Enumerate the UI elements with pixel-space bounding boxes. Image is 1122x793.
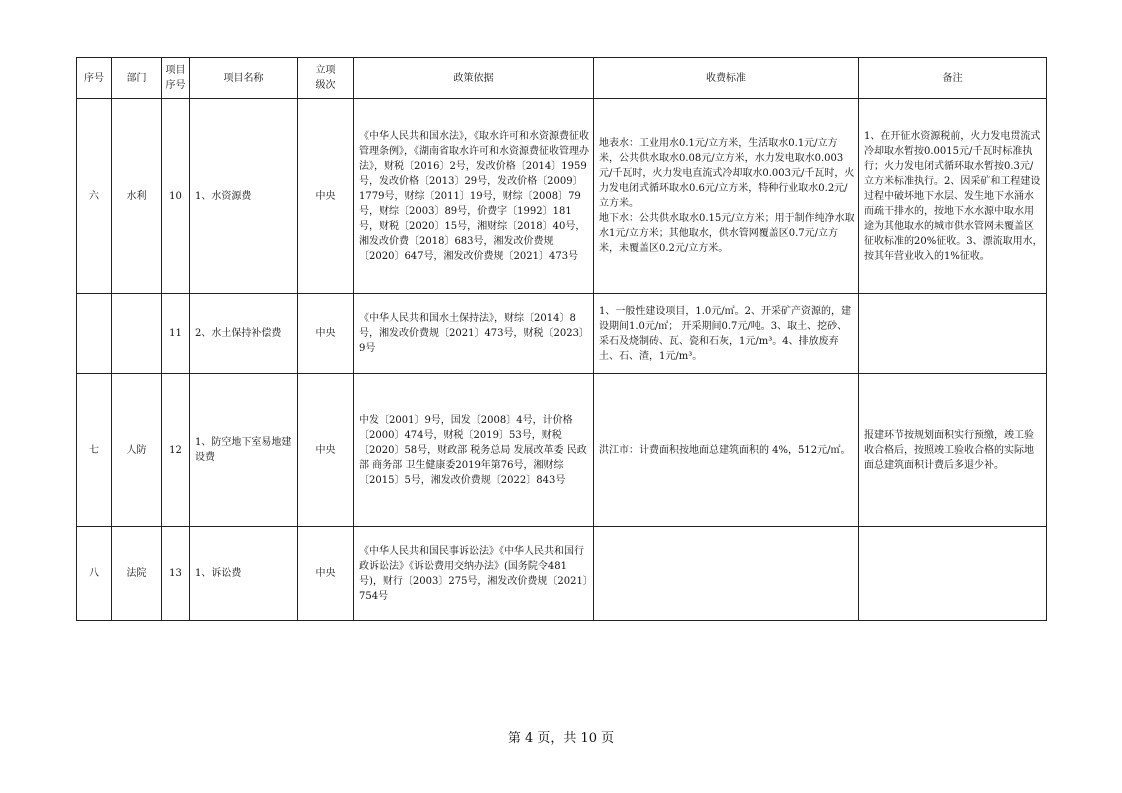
header-item-name: 项目名称 — [190, 58, 298, 99]
table-row — [77, 374, 1047, 527]
cell-note — [859, 527, 1047, 621]
cell-item-name: 1、水资源费 — [190, 99, 298, 294]
page-number: 第 4 页，共 10 页 — [507, 731, 615, 746]
cell-note: 报建环节按规划面积实行预缴，竣工验收合格后，按照竣工验收合格的实际地面总建筑面积计费后多退少补。 — [859, 374, 1047, 527]
cell-item-seq: 10 — [162, 99, 190, 294]
cell-seq — [77, 294, 112, 374]
cell-note — [859, 294, 1047, 374]
cell-standard — [594, 99, 859, 294]
cell-policy: 《中华人民共和国水土保持法》，财综〔2014〕8号，湘发改价费规〔2021〕473号，财税〔2023〕9号 — [354, 294, 594, 374]
cell-standard: 洪江市：计费面积按地面总建筑面积的 4%，512元/㎡。 — [594, 374, 859, 527]
cell-seq: 六 — [77, 99, 112, 294]
cell-level: 中央 — [298, 99, 354, 294]
cell-item-name: 1、诉讼费 — [190, 527, 298, 621]
cell-level: 中央 — [298, 294, 354, 374]
header-policy: 政策依据 — [354, 58, 594, 99]
cell-standard: 1、一般性建设项目，1.0元/㎡。2、开采矿产资源的，建设期间1.0元/㎡； 开采期间0.7元/吨。3、取土、挖砂、采石及烧制砖、瓦、瓷和石灰，1元/m³。4、排放废弃土、石、渣，1元/m³。 — [594, 294, 859, 374]
cell-policy: 《中华人民共和国民事诉讼法》《中华人民共和国行政诉讼法》《诉讼费用交纳办法》(国务院令481号)，财行〔2003〕275号，湘发改价费规〔2021〕754号 — [354, 527, 594, 621]
cell-dept: 水利 — [112, 99, 162, 294]
header-item-seq-text: 项目 序号 — [165, 65, 186, 91]
cell-level: 中央 — [298, 527, 354, 621]
cell-item-name: 2、水土保持补偿费 — [190, 294, 298, 374]
header-seq: 序号 — [77, 58, 112, 99]
header-note: 备注 — [859, 58, 1047, 99]
cell-policy: 《中华人民共和国水法》，《取水许可和水资源费征收管理条例》，《湖南省取水许可和水资源费征收管理办法》，财税〔2016〕2号，发改价格〔2014〕1959号，发改价格〔2013〕29号，发改价格〔2009〕1779号，财综〔2011〕19号，财综〔2008〕79号，财综〔2003〕89号，价费字〔1992〕181号，财税〔2020〕15号，湘财综〔2018〕40号，湘发改价费〔2018〕683号，湘发改价费规〔2020〕647号，湘发改价费规〔2021〕473号 — [354, 99, 594, 294]
header-item-seq — [162, 58, 190, 99]
cell-standard-text: 地表水：工业用水0.1元/立方米，生活取水0.1元/立方米，公共供水取水0.08元/立方米，水力发电取水0.003元/千瓦时，火力发电直流式冷却取水0.003元/千瓦时，火力发电闭式循环取水0.6元/立方米，特种行业取水0.2元/立方米。 地下水：公共供水取水0.15元/立方米；用于制作纯净水取水1元/立方米；其他取水，供水管网覆盖区0.7元/立方米，未覆盖区0.2元/立方米。 — [599, 138, 855, 254]
cell-policy: 中发〔2001〕9号，国发〔2008〕4号，计价格〔2000〕474号，财税〔2019〕53号，财税〔2020〕58号，财政部 税务总局 发展改革委 民政部 商务部 卫生健康委2019年第76号，湘财综〔2015〕5号，湘发改价费规〔2022〕843号 — [354, 374, 594, 527]
table-header-row — [77, 58, 1047, 99]
cell-item-seq: 11 — [162, 294, 190, 374]
cell-dept: 法院 — [112, 527, 162, 621]
fee-table — [76, 57, 1047, 621]
cell-item-name: 1、防空地下室易地建设费 — [190, 374, 298, 527]
cell-seq: 八 — [77, 527, 112, 621]
table-row — [77, 99, 1047, 294]
cell-item-seq: 12 — [162, 374, 190, 527]
cell-dept: 人防 — [112, 374, 162, 527]
header-level — [298, 58, 354, 99]
header-standard: 收费标准 — [594, 58, 859, 99]
cell-note: 1、在开征水资源税前，火力发电贯流式冷却取水暂按0.0015元/千瓦时标准执行；火力发电闭式循环取水暂按0.3元/立方米标准执行。2、因采矿和工程建设过程中破坏地下水层、发生地下水涌水而疏干排水的，按地下水水源中取水用途为其他取水的城市供水管网未覆盖区征收标准的20%征收。3、漂流取用水，按其年营业收入的1%征收。 — [859, 99, 1047, 294]
table-row — [77, 527, 1047, 621]
cell-standard — [594, 527, 859, 621]
cell-dept — [112, 294, 162, 374]
cell-seq: 七 — [77, 374, 112, 527]
header-level-text: 立项 级次 — [315, 65, 336, 91]
cell-item-seq: 13 — [162, 527, 190, 621]
table-row — [77, 294, 1047, 374]
cell-level: 中央 — [298, 374, 354, 527]
header-dept: 部门 — [112, 58, 162, 99]
